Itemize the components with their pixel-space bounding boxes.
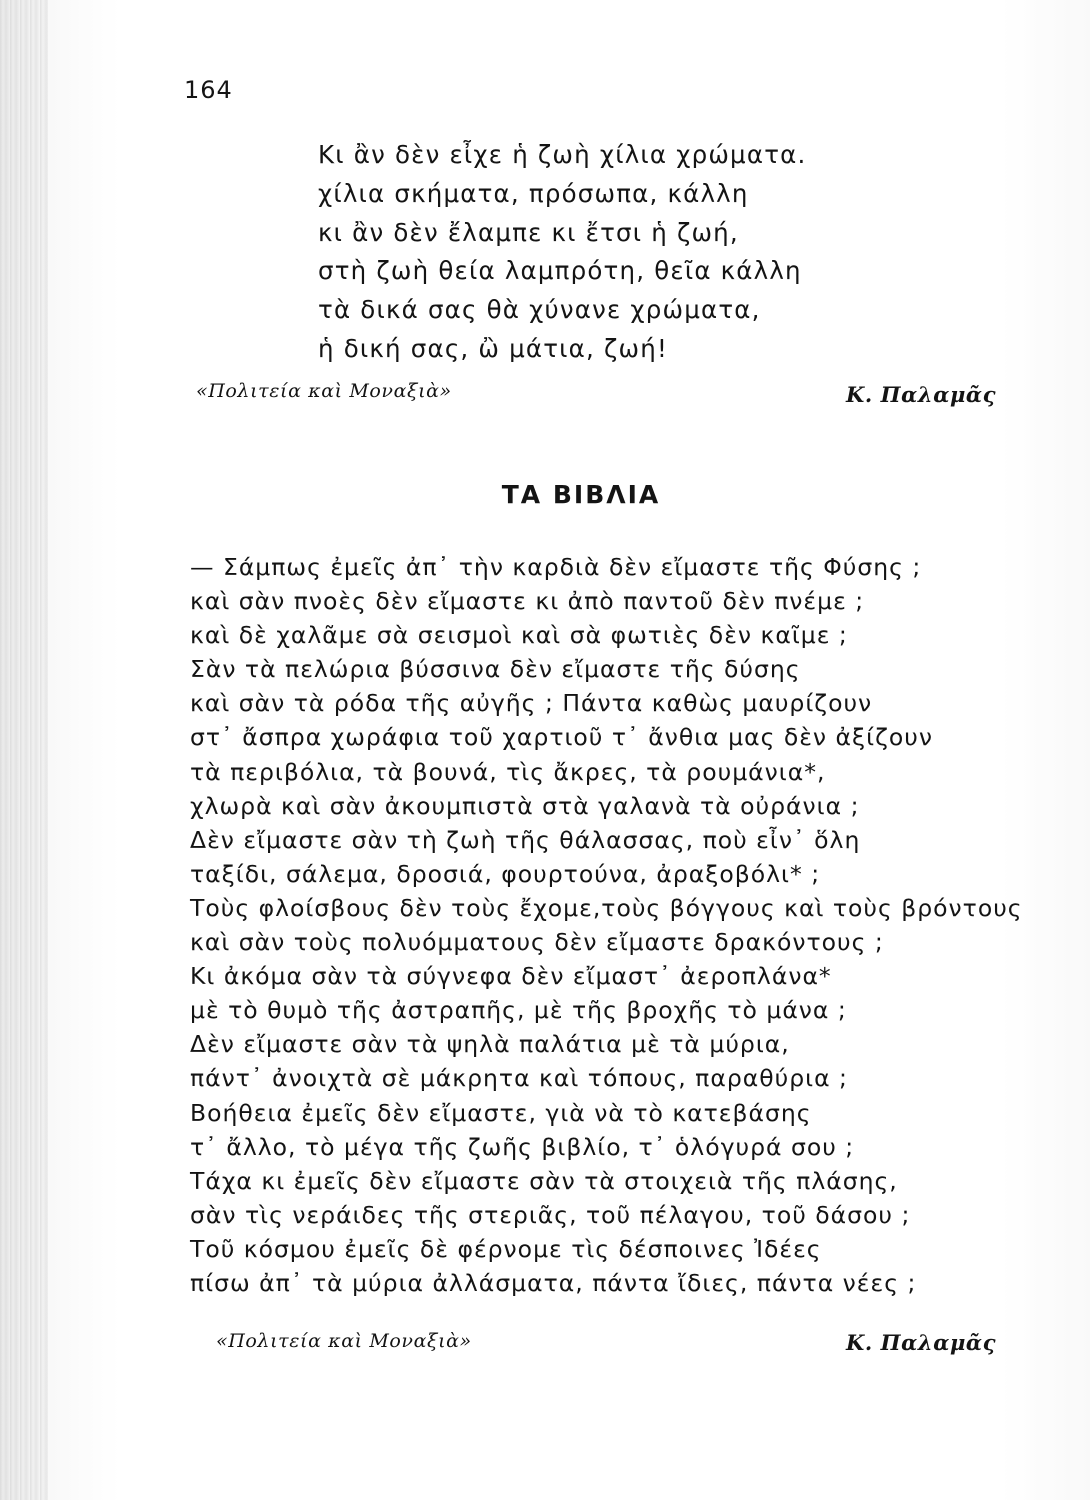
page-number: 164 xyxy=(184,76,233,104)
poem-line: χίλια σκήματα, πρόσωπα, κάλλη xyxy=(318,178,749,208)
poem-line: Τοῦ κόσμου ἐμεῖς δὲ φέρνομε τὶς δέσποινες Ἰδέες xyxy=(190,1234,822,1263)
poem-line: στ᾽ ἄσπρα χωράφια τοῦ χαρτιοῦ τ᾽ ἄνθια μας δὲν ἀξίζουν xyxy=(190,723,933,752)
poem-line: Τοὺς φλοίσβους δὲν τοὺς ἔχομε,τοὺς βόγγους καὶ τοὺς βρόντους xyxy=(190,893,1023,922)
poem-line: Βοήθεια ἐμεῖς δὲν εἴμαστε, γιὰ νὰ τὸ κατεβάσης xyxy=(190,1098,812,1127)
poem-line: πίσω ἀπ᾽ τὰ μύρια ἀλλάσματα, πάντα ἴδιες, πάντα νέες ; xyxy=(190,1268,917,1297)
poem-line: καὶ σὰν πνοὲς δὲν εἴμαστε κι ἀπὸ παντοῦ δὲν πνέμε ; xyxy=(190,587,865,616)
poem-line: μὲ τὸ θυμὸ τῆς ἀστραπῆς, μὲ τῆς βροχῆς τὸ μάνα ; xyxy=(190,996,847,1025)
poem-line: καὶ σὰν τὰ ρόδα τῆς αὐγῆς ; Πάντα καθὼς μαυρίζουν xyxy=(190,689,873,718)
poem-line: σὰν τὶς νεράιδες τῆς στεριᾶς, τοῦ πέλαγου, τοῦ δάσου ; xyxy=(190,1200,911,1229)
poem-line: Κι ἀκόμα σὰν τὰ σύγνεφα δὲν εἴμαστ᾽ ἀεροπλάνα* xyxy=(190,962,832,991)
poem-line: τ᾽ ἄλλο, τὸ μέγα τῆς ζωῆς βιβλίο, τ᾽ ὁλόγυρά σου ; xyxy=(190,1132,855,1161)
poem-line: πάντ᾽ ἀνοιχτὰ σὲ μάκρητα καὶ τόπους, παραθύρια ; xyxy=(190,1064,848,1093)
second-poem-author: Κ. Παλαμᾶς xyxy=(846,1330,997,1355)
poem-line: Τάχα κι ἐμεῖς δὲν εἴμαστε σὰν τὰ στοιχειὰ τῆς πλάσης, xyxy=(190,1166,898,1195)
poem-line: καὶ σὰν τοὺς πολυόμματους δὲν εἴμαστε δρακόντους ; xyxy=(190,928,884,957)
poem-line: Δὲν εἴμαστε σὰν τὰ ψηλὰ παλάτια μὲ τὰ μύρια, xyxy=(190,1030,790,1059)
poem-line: κι ἂν δὲν ἔλαμπε κι ἔτσι ἡ ζωή, xyxy=(318,217,739,247)
poem-line: Σὰν τὰ πελώρια βύσσινα δὲν εἴμαστε τῆς δύσης xyxy=(190,655,801,684)
poem-title: ΤΑ ΒΙΒΛΙΑ xyxy=(501,480,661,509)
second-poem-body xyxy=(190,550,1023,1300)
poem-line: τὰ δικά σας θὰ χύνανε χρώματα, xyxy=(318,295,761,325)
second-poem-source: «Πολιτεία καὶ Μοναξιὰ» xyxy=(216,1330,472,1352)
poem-line: Κι ἂν δὲν εἶχε ἡ ζωὴ χίλια χρώματα. xyxy=(318,140,807,169)
poem-line: ἡ δική σας, ὢ μάτια, ζωή! xyxy=(318,333,668,363)
poem-line: ταξίδι, σάλεμα, δροσιά, φουρτούνα, ἀραξοβόλι* ; xyxy=(190,859,821,888)
first-poem-stanza xyxy=(318,136,806,369)
first-poem-author: Κ. Παλαμᾶς xyxy=(846,382,997,407)
first-poem-source: «Πολιτεία καὶ Μοναξιὰ» xyxy=(196,380,452,402)
poem-line: χλωρὰ καὶ σὰν ἀκουμπιστὰ στὰ γαλανὰ τὰ οὐράνια ; xyxy=(190,791,860,820)
poem-line: στὴ ζωὴ θεία λαμπρότη, θεῖα κάλλη xyxy=(318,256,802,286)
poem-line: Δὲν εἴμαστε σὰν τὴ ζωὴ τῆς θάλασσας, ποὺ εἶν᾽ ὅλη xyxy=(190,825,861,854)
poem-line: καὶ δὲ χαλᾶμε σὰ σεισμοὶ καὶ σὰ φωτιὲς δὲν καῖμε ; xyxy=(190,621,848,650)
poem-line: — Σάμπως ἐμεῖς ἀπ᾽ τὴν καρδιὰ δὲν εἴμαστε τῆς Φύσης ; xyxy=(190,553,922,581)
book-spine-shadow xyxy=(0,0,48,1500)
poem-line: τὰ περιβόλια, τὰ βουνά, τὶς ἄκρες, τὰ ρουμάνια*, xyxy=(190,757,826,786)
